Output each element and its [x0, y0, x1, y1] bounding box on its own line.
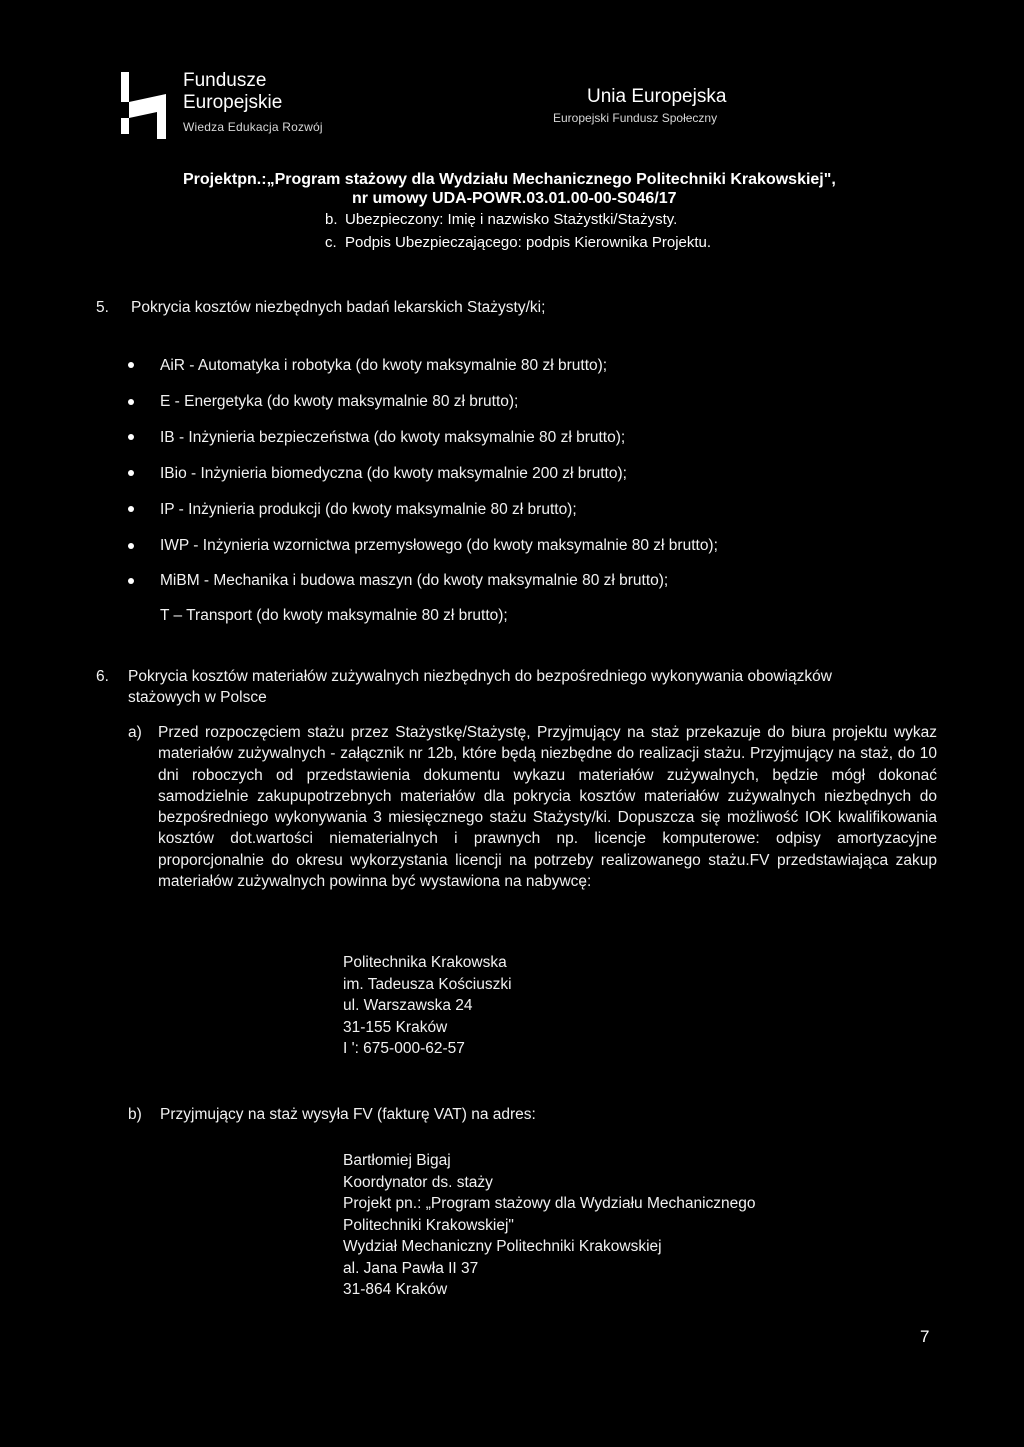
bullet-icon — [128, 362, 134, 368]
project-line-1: Projektpn.:„Program stażowy dla Wydziału Mechanicznego Politechniki Krakowskiej", — [183, 171, 836, 188]
insurance-item-b-text: Ubezpieczony: Imię i nazwisko Stażystki/Stażysty. — [345, 211, 678, 228]
address-line: Wydział Mechaniczny Politechniki Krakowskiej — [343, 1238, 662, 1255]
item-a-text: Przed rozpoczęciem stażu przez Stażystkę/Stażystę, Przyjmujący na staż przekazuje do biura projektu wykaz materiałów zużywalnych - załącznik nr 12b, które będą niezbędne do realizacji stażu. Przyjmujący na staż, do 10 dni roboczych od przedstawienia dokumentu wykazu materiałów zużywalnych, będzie mógł dokonać samodzielnie zakupupotrzebnych materiałów dla pokrycia kosztów materiałów zużywalnych niezbędnych do bezpośredniego wykonywania 3 miesięcznego stażu Stażysty/ki. Dopuszcza się możliwość IOK kwalifikowania kosztów dot.wartości niematerialnych i prawnych np. licencje komputerowe: odpisy amortyzacyjne proporcjonalnie do okresu wykorzystania licencji na potrzeby realizowanego stażu.FV przedstawiająca zakup materiałów zużywalnych powinna być wystawiona na nabywcę: — [158, 724, 937, 891]
insurance-item-c-text: Podpis Ubezpieczającego: podpis Kierownika Projektu. — [345, 234, 712, 251]
page-number: 7 — [920, 1327, 930, 1346]
section5-item: IB - Inżynieria bezpieczeństwa (do kwoty maksymalnie 80 zł brutto); — [160, 429, 626, 446]
section5-item: E - Energetyka (do kwoty maksymalnie 80 zł brutto); — [160, 393, 519, 410]
insurance-item-b-marker: b. — [325, 211, 338, 228]
address-line: Politechniki Krakowskiej" — [343, 1216, 514, 1234]
address-line: 31-864 Kraków — [343, 1281, 448, 1298]
logo-tagline: Wiedza Edukacja Rozwój — [183, 120, 323, 134]
section6-number: 6. — [96, 668, 109, 685]
item-b-marker: b) — [128, 1106, 142, 1123]
logo-line-2: Europejskie — [183, 92, 283, 113]
logo-title — [183, 70, 282, 114]
section5-item: IBio - Inżynieria biomedyczna (do kwoty maksymalnie 200 zł brutto); — [160, 465, 627, 482]
address-line: Politechnika Krakowska — [343, 954, 507, 971]
eu-subtitle: Europejski Fundusz Społeczny — [553, 111, 718, 125]
bullet-icon — [128, 543, 134, 549]
eu-title: Unia Europejska — [587, 86, 727, 107]
address-line: Koordynator ds. staży — [343, 1173, 493, 1191]
section5-number: 5. — [96, 299, 109, 316]
item-b-text: Przyjmujący na staż wysyła FV (fakturę VAT) na adres: — [160, 1106, 536, 1123]
bullet-icon — [128, 578, 134, 584]
section6-title-line1: Pokrycia kosztów materiałów zużywalnych niezbędnych do bezpośredniego wykonywania obowiązków — [128, 668, 832, 685]
address-line: Bartłomiej Bigaj — [343, 1152, 451, 1169]
item-a-marker: a) — [128, 724, 142, 741]
address-line: im. Tadeusza Kościuszki — [343, 975, 512, 993]
bullet-icon — [128, 399, 134, 405]
bullet-icon — [128, 506, 134, 512]
logo-line-1: Fundusze — [183, 70, 267, 91]
bullet-icon — [128, 434, 134, 440]
section5-item: AiR - Automatyka i robotyka (do kwoty maksymalnie 80 zł brutto); — [160, 357, 608, 374]
invoice-address — [343, 1150, 756, 1301]
bullet-icon — [128, 470, 134, 476]
project-line-2: nr umowy UDA-POWR.03.01.00-00-S046/17 — [352, 190, 677, 207]
section5-item: T – Transport (do kwoty maksymalnie 80 zł brutto); — [160, 607, 508, 624]
address-line: I ': 675-000-62-57 — [343, 1040, 465, 1057]
section5-item: IWP - Inżynieria wzornictwa przemysłowego (do kwoty maksymalnie 80 zł brutto); — [160, 537, 718, 554]
fundusze-europejskie-logo-icon — [121, 72, 166, 139]
address-line: ul. Warszawska 24 — [343, 997, 473, 1014]
section5-item: MiBM - Mechanika i budowa maszyn (do kwoty maksymalnie 80 zł brutto); — [160, 572, 669, 589]
insurance-item-c-marker: c. — [325, 234, 337, 251]
address-line: Projekt pn.: „Program stażowy dla Wydziału Mechanicznego — [343, 1195, 756, 1212]
address-line: al. Jana Pawła II 37 — [343, 1259, 479, 1277]
section5-item: IP - Inżynieria produkcji (do kwoty maksymalnie 80 zł brutto); — [160, 501, 577, 518]
buyer-address — [343, 952, 512, 1060]
section6-title-line2: stażowych w Polsce — [128, 689, 267, 706]
section5-title: Pokrycia kosztów niezbędnych badań lekarskich Stażysty/ki; — [131, 299, 546, 316]
address-line: 31-155 Kraków — [343, 1018, 448, 1036]
